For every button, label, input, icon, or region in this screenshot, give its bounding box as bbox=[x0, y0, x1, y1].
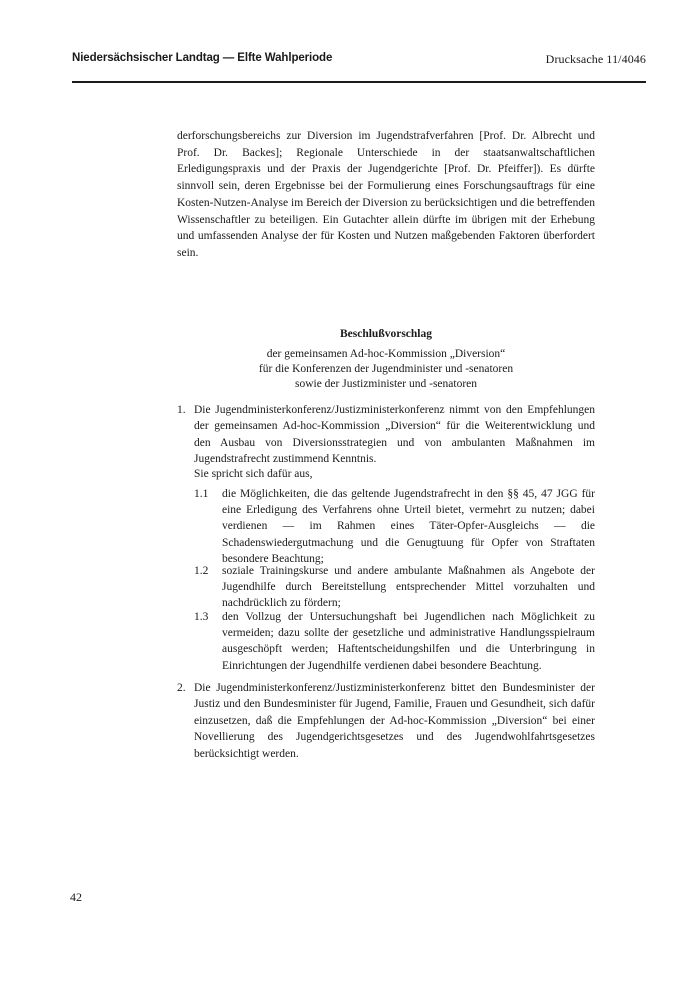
item-1-intro: Sie spricht sich dafür aus, bbox=[194, 468, 313, 480]
sub-item-number: 1.1 bbox=[194, 488, 209, 500]
page-header bbox=[72, 52, 646, 72]
header-document-number: Drucksache 11/4046 bbox=[545, 52, 646, 66]
list-item-2 bbox=[177, 680, 595, 762]
sub-item-1-1 bbox=[194, 486, 595, 567]
header-rule bbox=[72, 81, 646, 83]
sub-item-number: 1.3 bbox=[194, 611, 209, 623]
sub-item-text: den Vollzug der Untersuchungshaft bei Jugendlichen nach Möglichkeit zu vermeiden; dazu sollte der gesetzliche und administrative Handlungsspielraum ausgeschöpft werden; Haftentscheidungshilfen und die Unterbringung in Einrichtungen der Jugendhilfe verdienen dabei besondere Beachtung. bbox=[222, 611, 595, 672]
section-subtitle bbox=[177, 347, 595, 392]
sub-item-text: die Möglichkeiten, die das geltende Jugendstrafrecht in den §§ 45, 47 JGG für eine Erledigung des Verfahrens ohne Urteil bietet, vermehrt zu nutzen; dabei verdienen — im Rahmen eines Täter-Opfer-Ausgleichs — die Schadenswiedergutmachung und die Genugtuung für Opfer von Straftaten besondere Beachtung; bbox=[222, 488, 595, 565]
intro-paragraph: derforschungsbereichs zur Diversion im Jugendstrafverfahren [Prof. Dr. Albrecht und Prof. Dr. Backes]; Regionale Unterschiede in der staatsanwaltschaftlichen Erledigungspraxis und der Praxis der Jugendgerichte [Prof. Dr. Pfeiffer]). Es dürfte sinnvoll sein, deren Ergebnisse bei der Formulierung eines Forschungsauftrags für eine Kosten-Nutzen-Analyse im Bereich der Diversion zu berücksichtigen und die betreffenden Wissenschaftler zu beteiligen. Ein Gutachter allein dürfte im übrigen mit der Erhebung und umfassenden Analyse der für Kosten und Nutzen maßgebenden Faktoren überfordert sein. bbox=[177, 130, 595, 259]
item-text: Die Jugendministerkonferenz/Justizministerkonferenz nimmt von den Empfehlungen der gemeinsamen Ad-hoc-Kommission „Diversion“ für die Weiterentwicklung und den Ausbau von Diversionsstrategien und von ambulanten Maßnahmen im Jugendstrafrecht zustimmend Kenntnis. bbox=[194, 404, 595, 466]
sub-item-number: 1.2 bbox=[194, 565, 209, 577]
subtitle-line: der gemeinsamen Ad-hoc-Kommission „Diversion“ bbox=[266, 348, 506, 360]
subtitle-line: sowie der Justizminister und -senatoren bbox=[294, 378, 478, 390]
item-text: Die Jugendministerkonferenz/Justizministerkonferenz bittet den Bundesminister der Justiz und den Bundesminister für Jugend, Familie, Frauen und Gesundheit, sich dafür einzusetzen, daß die Empfehlungen der Ad-hoc-Kommission „Diversion“ bei einer Novellierung des Jugendgerichtsgesetzes und des Jugendwohlfahrtsgesetzes berücksichtigt werden. bbox=[194, 682, 595, 760]
header-publication: Niedersächsischer Landtag — Elfte Wahlperiode bbox=[72, 52, 333, 64]
section-title: Beschlußvorschlag bbox=[339, 328, 432, 340]
sub-item-1-3 bbox=[194, 609, 595, 674]
sub-item-text: soziale Trainingskurse und andere ambulante Maßnahmen als Angebote der Jugendhilfe durch Bereitstellung entsprechender Mittel vorzuhalten und nachdrücklich zu fördern; bbox=[222, 565, 595, 610]
item-number: 1. bbox=[177, 404, 186, 416]
page-number: 42 bbox=[70, 890, 82, 904]
item-number: 2. bbox=[177, 682, 186, 694]
sub-item-1-2 bbox=[194, 563, 595, 612]
subtitle-line: für die Konferenzen der Jugendminister und -senatoren bbox=[258, 363, 514, 375]
list-item-1 bbox=[177, 402, 595, 468]
